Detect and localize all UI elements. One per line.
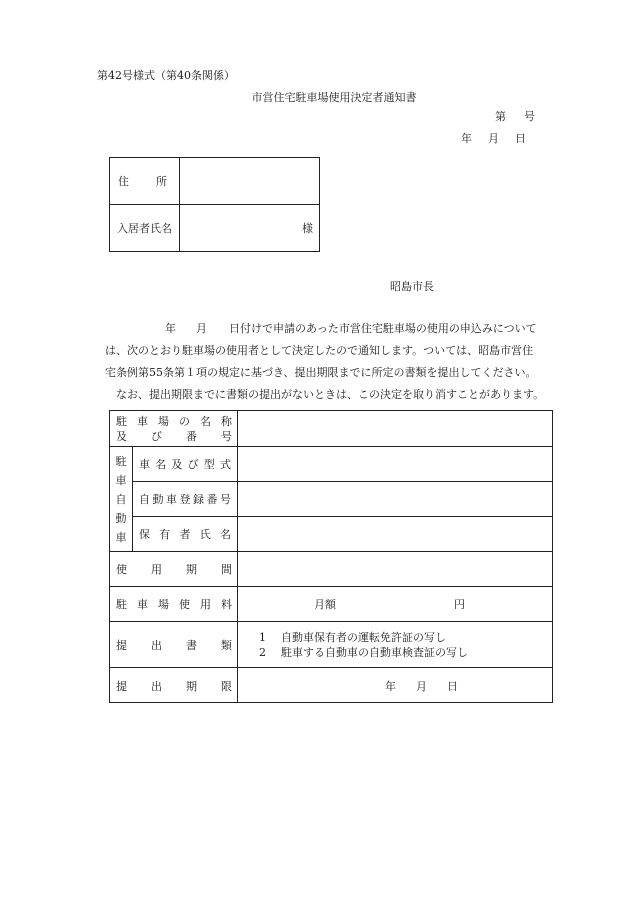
body-date-month: 月 (196, 322, 207, 335)
parking-decision-table (109, 410, 553, 703)
label-char: 用 (200, 598, 211, 611)
label-char: 者 (179, 528, 191, 541)
label-char: 登 (179, 493, 191, 506)
label-char: 名 (220, 528, 231, 541)
label-char: 号 (220, 493, 231, 506)
registration-number-field[interactable] (238, 482, 552, 516)
address-label-char-2: 所 (156, 175, 167, 188)
label-char: 車 (137, 598, 148, 611)
label-char: 使 (179, 598, 190, 611)
parking-name-label (116, 413, 232, 445)
label-char: 駐 (116, 415, 127, 428)
label-char: 車 (115, 473, 127, 487)
label-char: の (179, 415, 190, 428)
column-divider (132, 446, 133, 551)
body-line-4: なお、提出期限までに書類の提出がないときは、この決定を取り消すことがあります。 (116, 388, 545, 401)
label-char: 車 (137, 415, 148, 428)
resident-name-field[interactable] (180, 205, 319, 251)
issuer-name: 昭島市長 (390, 280, 434, 293)
deadline-day: 日 (447, 679, 458, 693)
resident-name-row (110, 205, 319, 251)
submission-deadline-date[interactable] (385, 668, 458, 703)
usage-period-field[interactable] (238, 552, 552, 586)
label-char: 動 (115, 512, 127, 526)
parking-name-label-line1 (116, 414, 232, 429)
label-char: 称 (221, 415, 232, 428)
label-char: 用 (151, 563, 162, 576)
parking-name-field[interactable] (238, 411, 552, 446)
address-label (110, 158, 180, 204)
body-date-year: 年 (165, 322, 176, 335)
label-char: 出 (151, 638, 162, 652)
label-char: 自 (139, 493, 150, 506)
document-text: 自動車保有者の運転免許証の写し (281, 631, 446, 644)
resident-name-label: 入居者氏名 (110, 205, 180, 251)
car-model-field[interactable] (238, 447, 552, 481)
label-char: 提 (116, 638, 127, 652)
label-char: 録 (193, 493, 204, 506)
label-char: 動 (152, 493, 164, 506)
label-char: 号 (221, 430, 232, 443)
label-char: 駐 (116, 598, 127, 611)
label-char: 番 (206, 493, 218, 506)
label-char: 駐 (115, 454, 127, 468)
form-number: 第42号様式（第40条関係） (97, 69, 235, 82)
issue-date-month: 月 (488, 132, 499, 145)
required-documents-list (259, 630, 468, 660)
label-char: 保 (139, 528, 150, 541)
owner-name-field[interactable] (238, 517, 552, 551)
yen-unit: 円 (454, 598, 465, 611)
issue-number (495, 108, 535, 124)
parking-name-label-line2 (116, 429, 232, 444)
body-line-1 (105, 318, 575, 340)
label-char: 車 (166, 493, 177, 506)
label-char: 型 (203, 458, 215, 471)
honorific-suffix: 様 (302, 222, 313, 235)
label-char: 限 (221, 679, 232, 693)
document-number: 2 (259, 646, 266, 659)
parking-fee-label (116, 587, 232, 621)
label-char: 有 (159, 528, 171, 541)
body-line-1-text: 日付けで申請のあった市営住宅駐車場の使用の申込みについて (229, 322, 537, 335)
monthly-fee-label: 月額 (314, 598, 336, 611)
deadline-month: 月 (416, 679, 427, 693)
label-char: 間 (221, 563, 232, 576)
label-char: 名 (155, 458, 167, 471)
body-line-3: 宅条例第55条第１項の規定に基づき、提出期限までに所定の書類を提出してください。 (105, 366, 537, 379)
document-title: 市営住宅駐車場使用決定者通知書 (251, 91, 417, 104)
label-char: び (151, 430, 162, 443)
car-model-label (139, 447, 231, 481)
label-char: 類 (221, 638, 232, 652)
address-label-char-1: 住 (118, 175, 129, 188)
document-item (259, 630, 468, 645)
label-char: 自 (115, 492, 127, 506)
label-char: 提 (116, 679, 127, 693)
registration-number-label (139, 482, 231, 516)
address-row (110, 158, 319, 205)
document-text: 駐車する自動車の自動車検査証の写し (281, 646, 468, 659)
issue-date-year: 年 (461, 132, 472, 145)
owner-name-label (139, 517, 231, 551)
label-char: 場 (158, 415, 169, 428)
label-char: 車 (115, 531, 127, 545)
issue-number-prefix: 第 (495, 110, 506, 123)
issue-date (461, 130, 526, 146)
notice-body (105, 318, 575, 406)
usage-period-label (116, 552, 232, 586)
label-char: 車 (139, 458, 150, 471)
label-char: 場 (158, 598, 169, 611)
label-char: 出 (151, 679, 162, 693)
document-item (259, 645, 468, 660)
issue-date-day: 日 (515, 132, 526, 145)
required-documents-label (116, 622, 232, 667)
vehicle-group-label (110, 447, 132, 551)
issue-number-suffix: 号 (524, 110, 535, 123)
recipient-box (109, 157, 320, 252)
body-line-2: は、次のとおり駐車場の使用者として決定したので通知します。ついては、昭島市営住 (105, 344, 534, 357)
label-char: 氏 (199, 528, 211, 541)
label-char: 及 (116, 430, 127, 443)
label-char: 名 (200, 415, 211, 428)
label-char: び (187, 458, 199, 471)
address-field[interactable] (180, 158, 319, 204)
label-char: 使 (116, 563, 127, 576)
deadline-year: 年 (385, 679, 396, 693)
submission-deadline-label (116, 668, 232, 703)
label-char: 及 (171, 458, 183, 471)
label-char: 書 (186, 638, 197, 652)
label-char: 料 (221, 598, 232, 611)
label-char: 期 (186, 679, 197, 693)
document-number: 1 (259, 631, 266, 644)
label-char: 式 (219, 458, 231, 471)
label-char: 番 (186, 430, 197, 443)
label-char: 期 (186, 563, 197, 576)
